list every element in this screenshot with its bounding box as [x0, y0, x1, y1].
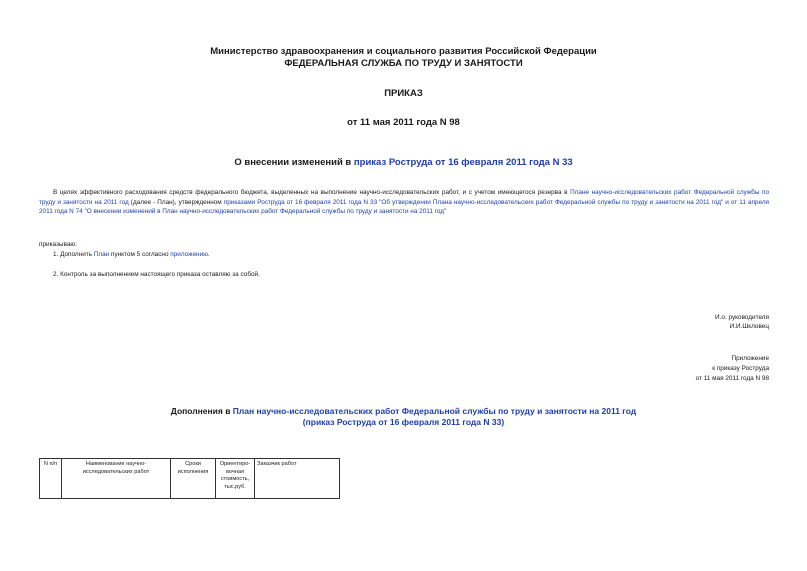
addendum-prefix: Дополнения в: [170, 406, 233, 416]
addendum-order-link[interactable]: приказ Роструда от 16 февраля 2011 года N 33: [305, 417, 502, 427]
appendix-line-2: к приказу Роструда: [712, 365, 769, 372]
header-customer: Заказчик работ: [255, 459, 340, 499]
item1-text-a: 1. Дополнить: [53, 251, 94, 258]
addendum-open-paren: (: [302, 417, 306, 427]
document-title: [0, 157, 807, 169]
item1-text-c: .: [207, 251, 210, 258]
table-header-row: [40, 459, 340, 499]
signature-position: И.о. руководителя: [715, 314, 769, 321]
title-order-link[interactable]: приказ Роструда от 16 февраля 2011 года N 33: [353, 157, 573, 168]
document-date: от 11 мая 2011 года N 98: [347, 117, 460, 128]
item1-plan-link[interactable]: План: [93, 251, 110, 258]
plan-table: [39, 458, 340, 499]
addendum-close-paren: ): [501, 417, 505, 427]
preamble-text-2: (далее - План), утвержденном: [128, 198, 224, 206]
item1-appendix-link[interactable]: приложению: [170, 251, 208, 258]
signature-name: И.И.Шкловец: [729, 323, 769, 330]
plan-link[interactable]: Плане научно-исследовательских работ Федеральной службы по труду и занятости на 2011 год: [39, 189, 770, 206]
order-word: приказываю:: [39, 241, 77, 248]
addendum-title-line-2: [0, 416, 807, 428]
title-prefix: О внесении изменений в: [234, 157, 354, 168]
item1-text-b: пунктом 5 согласно: [109, 251, 171, 258]
header-number: N п/п: [40, 459, 62, 499]
addendum-plan-link[interactable]: План научно-исследовательских работ Федеральной службы по труду и занятости на 2011 год: [232, 406, 637, 416]
orders-link[interactable]: приказами Роструда от 16 февраля 2011 года N 33 "Об утверждении Плана научно-исследовательских работ Федеральной службы по труду и занятости на 2011 год" и от 11 апреля 2011 года N 74 "О внесении изменений в План научно-исследовательских работ Федеральной службы по труду и занятости на 2011 год": [39, 198, 770, 215]
preamble-paragraph: [39, 188, 769, 217]
preamble-text-1: В целях эффективного расходования средств федерального бюджета, выделенных на выполнение научно-исследовательских работ, и с учетом имеющегося резерва в: [53, 189, 571, 196]
header-cost: Ориентиро-вочная стоимость, тыс.руб.: [216, 459, 255, 499]
order-item-1: [53, 250, 210, 260]
header-deadline: Сроки исполнения: [171, 459, 216, 499]
service-name: ФЕДЕРАЛЬНАЯ СЛУЖБА ПО ТРУДУ И ЗАНЯТОСТИ: [284, 58, 523, 69]
header-work-name: Наименование научно-исследовательских работ: [62, 459, 171, 499]
appendix-line-3: от 11 мая 2011 года N 98: [695, 375, 769, 382]
document-type: ПРИКАЗ: [384, 88, 423, 99]
order-item-2: 2. Контроль за выполнением настоящего приказа оставляю за собой.: [53, 271, 260, 278]
ministry-name: Министерство здравоохранения и социального развития Российской Федерации: [210, 46, 597, 57]
appendix-line-1: Приложение: [731, 355, 769, 362]
